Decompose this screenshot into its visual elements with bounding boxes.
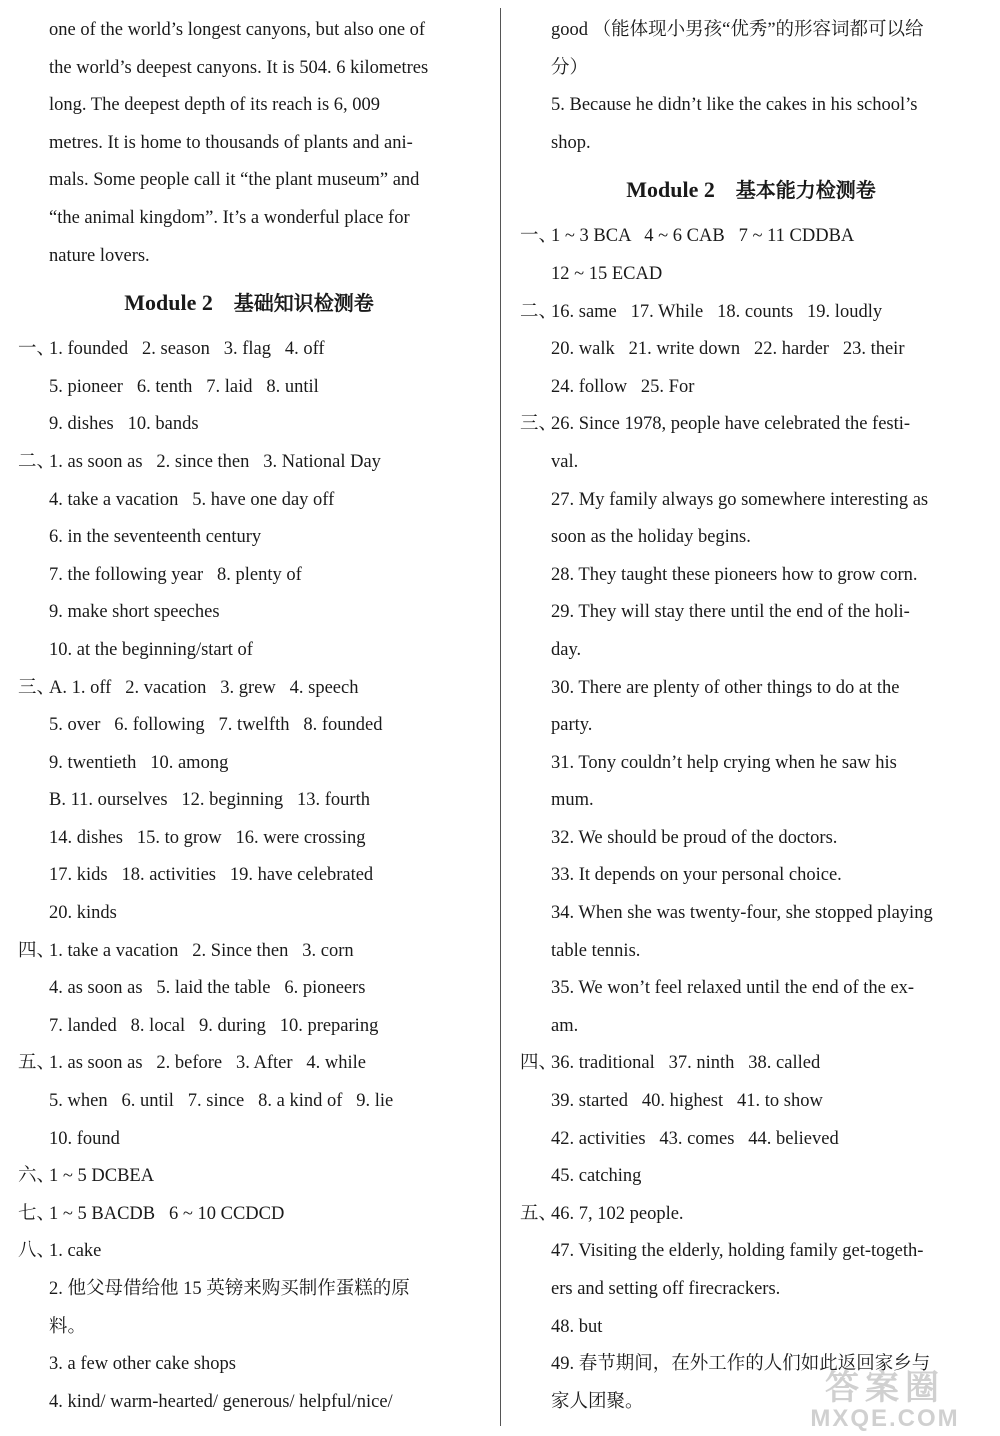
answer-line — [18, 557, 480, 595]
answer-line — [520, 256, 982, 294]
right-column — [520, 12, 982, 1421]
watermark-text: 答案圈 — [825, 1369, 945, 1407]
answer-text: 4. kind/ warm-hearted/ generous/ helpful/nice/ — [49, 1391, 393, 1412]
watermark-url: MXQE.COM — [810, 1405, 960, 1432]
answer-text: 20. kinds — [49, 903, 117, 924]
answer-line — [18, 933, 480, 971]
answer-text: 42. activities 43. comes 44. believed — [551, 1128, 839, 1149]
answer-text: 33. It depends on your personal choice. — [551, 865, 842, 886]
answer-text: 料。 — [49, 1316, 87, 1337]
answer-text: 10. found — [49, 1128, 120, 1149]
answer-text: am. — [551, 1015, 579, 1036]
answer-text: 16. same 17. While 18. counts 19. loudly — [551, 301, 883, 322]
answer-text: 1 ~ 5 DCBEA — [49, 1166, 155, 1187]
section-marker: 一、 — [520, 226, 558, 247]
answer-line — [520, 1196, 982, 1234]
answer-text: 4. take a vacation 5. have one day off — [49, 489, 335, 510]
answer-text: 29. They will stay there until the end of the holi- — [551, 602, 910, 623]
answer-line — [18, 1083, 480, 1121]
text-line: one of the world’s longest canyons, but also one of — [49, 20, 426, 40]
section-marker: 八、 — [18, 1241, 56, 1262]
answer-line — [18, 1045, 480, 1083]
answer-line — [520, 970, 982, 1008]
answer-text: 1 ~ 3 BCA 4 ~ 6 CAB 7 ~ 11 CDDBA — [551, 226, 855, 247]
answer-line — [520, 1008, 982, 1046]
answer-text: 20. walk 21. write down 22. harder 23. their — [551, 339, 905, 360]
answer-line — [18, 1233, 480, 1271]
answer-text: 46. 7, 102 people. — [551, 1203, 684, 1224]
answer-text: 28. They taught these pioneers how to grow corn. — [551, 564, 918, 585]
answer-text: 9. make short speeches — [49, 602, 220, 623]
answer-line — [520, 745, 982, 783]
answer-text: 7. the following year 8. plenty of — [49, 564, 302, 585]
answer-line — [18, 1346, 480, 1384]
text-line: 分） — [551, 57, 589, 78]
answer-line — [520, 594, 982, 632]
answer-text: 1 ~ 5 BACDB 6 ~ 10 CCDCD — [49, 1203, 285, 1224]
answer-text: A. 1. off 2. vacation 3. grew 4. speech — [49, 677, 359, 698]
answer-line — [520, 1271, 982, 1309]
section-marker: 三、 — [18, 677, 56, 698]
answer-text: 32. We should be proud of the doctors. — [551, 827, 838, 848]
answer-line — [520, 294, 982, 332]
text-line: the world’s deepest canyons. It is 504. 6 kilometres — [49, 57, 429, 78]
answer-line — [520, 895, 982, 933]
answer-text: 14. dishes 15. to grow 16. were crossing — [49, 827, 366, 848]
answer-text: 47. Visiting the elderly, holding family get-togeth- — [551, 1241, 924, 1262]
answer-text: table tennis. — [551, 940, 641, 961]
section-marker: 二、 — [18, 451, 56, 472]
answer-text: ers and setting off firecrackers. — [551, 1279, 781, 1299]
answer-line — [520, 632, 982, 670]
answer-text: 48. but — [551, 1316, 603, 1337]
heading-title: 基本能力检测卷 — [735, 178, 876, 203]
answer-text: 35. We won’t feel relaxed until the end of the ex- — [551, 978, 915, 999]
answer-line — [18, 1121, 480, 1159]
answer-text: soon as the holiday begins. — [551, 527, 751, 548]
answer-text: 30. There are plenty of other things to do at the — [551, 677, 900, 698]
answer-text: mum. — [551, 790, 594, 811]
answer-line — [18, 444, 480, 482]
text-line: metres. It is home to thousands of plants and ani- — [49, 132, 413, 153]
answer-line — [520, 1309, 982, 1347]
answer-text: 7. landed 8. local 9. during 10. preparing — [49, 1015, 379, 1036]
answer-line — [520, 331, 982, 369]
answer-line — [520, 557, 982, 595]
answer-line — [18, 1196, 480, 1234]
answer-line — [18, 1008, 480, 1046]
answer-text: 34. When she was twenty-four, she stopped playing — [551, 903, 933, 924]
answer-line — [520, 857, 982, 895]
answer-line — [18, 406, 480, 444]
answer-line — [18, 970, 480, 1008]
answer-text: 1. as soon as 2. since then 3. National Day — [49, 451, 381, 472]
heading-title: 基础知识检测卷 — [233, 291, 374, 316]
left-column — [18, 12, 480, 1421]
answer-text: 27. My family always go somewhere interesting as — [551, 489, 929, 510]
answer-text: party. — [551, 715, 593, 736]
section-heading-basic-ability — [520, 162, 982, 218]
answer-line — [520, 1158, 982, 1196]
answer-line — [18, 895, 480, 933]
answer-text: B. 11. ourselves 12. beginning 13. fourth — [49, 790, 370, 811]
answer-text: 9. dishes 10. bands — [49, 414, 199, 435]
answer-text: 5. over 6. following 7. twelfth 8. founded — [49, 715, 383, 736]
answer-line — [520, 1233, 982, 1271]
answer-text: 12 ~ 15 ECAD — [551, 263, 663, 284]
section-marker: 四、 — [18, 940, 56, 961]
answer-text: 36. traditional 37. ninth 38. called — [551, 1053, 821, 1074]
answer-line — [18, 1271, 480, 1309]
answer-line — [18, 369, 480, 407]
section-heading-basic-knowledge — [18, 275, 480, 331]
answer-line — [520, 1083, 982, 1121]
answer-line — [18, 1158, 480, 1196]
section-marker: 一、 — [18, 339, 56, 360]
answer-line — [18, 594, 480, 632]
answer-line — [520, 369, 982, 407]
answer-text: 49. 春节期间，在外工作的人们如此返回家乡与 — [551, 1354, 931, 1375]
watermark-logo — [790, 1370, 980, 1434]
answer-line — [520, 444, 982, 482]
section-marker: 三、 — [520, 414, 558, 435]
answer-line — [520, 670, 982, 708]
section-marker: 二、 — [520, 301, 558, 322]
answer-line — [18, 519, 480, 557]
section-marker: 四、 — [520, 1053, 558, 1074]
answer-line — [18, 820, 480, 858]
text-line: shop. — [551, 132, 591, 153]
section-marker: 五、 — [520, 1203, 558, 1224]
answer-line — [520, 1121, 982, 1159]
answer-line — [520, 782, 982, 820]
answer-line — [520, 406, 982, 444]
answer-text: 31. Tony couldn’t help crying when he saw his — [551, 752, 897, 773]
answer-list-right — [520, 218, 982, 1421]
answer-text: 5. when 6. until 7. since 8. a kind of 9. lie — [49, 1091, 394, 1112]
answer-text: 1. founded 2. season 3. flag 4. off — [49, 339, 325, 360]
answer-line — [18, 782, 480, 820]
continued-answers — [520, 12, 982, 162]
answer-text: 1. take a vacation 2. Since then 3. corn — [49, 940, 354, 961]
heading-module: Module 2 — [124, 290, 213, 316]
answer-text: 9. twentieth 10. among — [49, 752, 229, 773]
answer-line — [520, 1045, 982, 1083]
answer-line — [520, 519, 982, 557]
heading-module: Module 2 — [626, 177, 715, 203]
answer-line — [18, 745, 480, 783]
answer-line — [520, 707, 982, 745]
answer-line — [18, 482, 480, 520]
answer-list-left — [18, 331, 480, 1421]
answer-text: 10. at the beginning/start of — [49, 639, 253, 660]
answer-text: 24. follow 25. For — [551, 376, 695, 397]
answer-line — [18, 1309, 480, 1347]
answer-text: 26. Since 1978, people have celebrated the festi- — [551, 414, 911, 435]
column-divider — [500, 8, 501, 1426]
answer-text: 1. cake — [49, 1241, 102, 1262]
answer-line — [18, 331, 480, 369]
answer-text: 3. a few other cake shops — [49, 1354, 236, 1375]
text-line: mals. Some people call it “the plant museum” and — [49, 170, 420, 191]
text-line: good （能体现小男孩“优秀”的形容词都可以给 — [551, 20, 924, 40]
answer-text: day. — [551, 639, 582, 660]
answer-text: 2. 他父母借给他 15 英镑来购买制作蛋糕的原 — [49, 1279, 410, 1299]
answer-text: 4. as soon as 5. laid the table 6. pioneers — [49, 978, 366, 999]
answer-text: 家人团聚。 — [551, 1391, 644, 1412]
answer-text: 17. kids 18. activities 19. have celebrated — [49, 865, 374, 886]
section-marker: 五、 — [18, 1053, 56, 1074]
answer-line — [18, 707, 480, 745]
answer-line — [18, 857, 480, 895]
answer-line — [520, 933, 982, 971]
answer-line — [520, 218, 982, 256]
section-marker: 七、 — [18, 1203, 56, 1224]
text-line: nature lovers. — [49, 245, 150, 266]
answer-text: 5. pioneer 6. tenth 7. laid 8. until — [49, 376, 319, 397]
answer-line — [18, 1384, 480, 1422]
answer-line — [18, 670, 480, 708]
text-line: 5. Because he didn’t like the cakes in his school’s — [551, 95, 918, 116]
answer-text: val. — [551, 451, 579, 472]
answer-line — [520, 820, 982, 858]
text-line: long. The deepest depth of its reach is 6, 009 — [49, 95, 381, 116]
answer-line — [18, 632, 480, 670]
intro-paragraph — [18, 12, 480, 275]
answer-text: 45. catching — [551, 1166, 642, 1187]
answer-text: 1. as soon as 2. before 3. After 4. while — [49, 1053, 367, 1074]
answer-line — [520, 482, 982, 520]
section-marker: 六、 — [18, 1166, 56, 1187]
text-line: “the animal kingdom”. It’s a wonderful place for — [49, 207, 410, 228]
answer-text: 39. started 40. highest 41. to show — [551, 1091, 823, 1112]
answer-text: 6. in the seventeenth century — [49, 527, 262, 548]
